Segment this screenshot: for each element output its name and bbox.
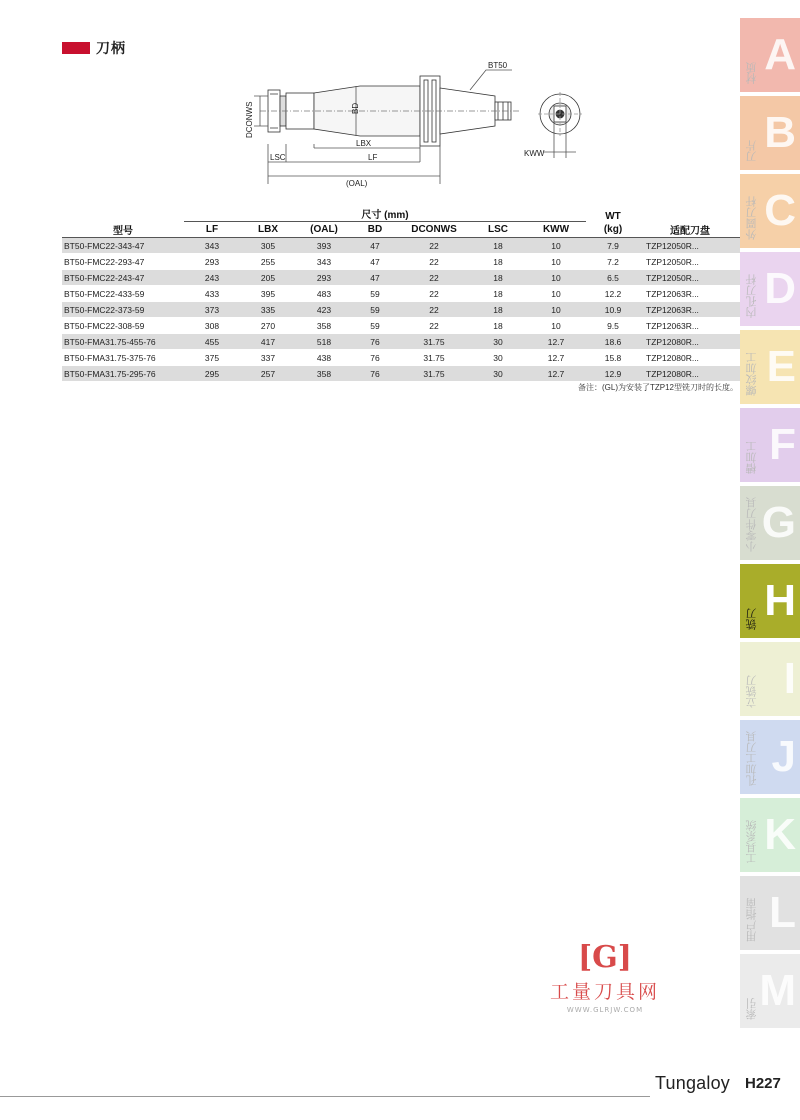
section-header [62, 38, 126, 58]
chapter-tabs [740, 18, 800, 1032]
cell-lsc: 30 [470, 366, 526, 382]
cell-dconws: 31.75 [398, 366, 470, 382]
brand-name: Tungaloy [655, 1073, 730, 1093]
cell-bd: 47 [352, 270, 398, 286]
tab-label: 索引 [745, 998, 758, 1020]
tab-letter: F [769, 420, 796, 469]
watermark-url: WWW.GLRJW.COM [566, 1006, 644, 1014]
watermark-logo: [G] [577, 940, 632, 975]
cell-model: BT50-FMC22-343-47 [62, 238, 184, 254]
cell-oal: 393 [296, 238, 352, 254]
tab-label: 小零件刀具 [745, 497, 758, 552]
cell-wt: 10.9 [586, 302, 640, 318]
cell-kww: 10 [551, 320, 561, 331]
cell-plate: TZP12080R... [640, 366, 740, 382]
table-row [62, 270, 740, 286]
tab-i[interactable] [740, 642, 800, 716]
cell-oal: 358 [296, 366, 352, 382]
wt-header: WT [605, 210, 621, 222]
cell-lsc: 18 [470, 238, 526, 254]
cell-lf: 293 [204, 256, 220, 267]
table-row [62, 238, 740, 254]
cell-model: BT50-FMC22-293-47 [64, 256, 145, 267]
cell-wt: 6.5 [586, 270, 640, 286]
wt-unit: (kg) [603, 223, 623, 235]
table-row [62, 318, 740, 334]
cell-kww: 10 [551, 256, 561, 267]
cell-wt: 15.8 [604, 352, 622, 363]
cell-kww: 12.7 [526, 366, 586, 382]
cell-kww: 12.7 [526, 334, 586, 350]
cell-model: BT50-FMA31.75-375-76 [64, 352, 156, 363]
dims-header: 尺寸 (mm) [184, 206, 586, 222]
cell-plate: TZP12063R... [646, 288, 699, 299]
tab-label: 铣刀 [745, 608, 758, 630]
tab-b[interactable] [740, 96, 800, 170]
table-row [62, 366, 740, 382]
cell-lbx: 205 [240, 270, 296, 286]
cell-oal: 423 [296, 302, 352, 318]
cell-bd: 76 [370, 352, 380, 363]
cell-lsc: 30 [470, 334, 526, 350]
cell-lsc: 18 [493, 256, 503, 267]
col-oal: (OAL) [310, 224, 338, 235]
label-bd: BD [351, 102, 360, 114]
tab-letter: E [766, 342, 796, 391]
cell-plate: TZP12050R... [646, 256, 699, 267]
cell-lf: 373 [184, 302, 240, 318]
tab-letter: D [764, 264, 796, 313]
cell-dconws: 31.75 [423, 352, 445, 363]
label-dconws: DCONWS [245, 101, 254, 138]
cell-bd: 59 [370, 320, 380, 331]
cell-lsc: 18 [470, 302, 526, 318]
watermark-text: 工量刀具网 [549, 981, 660, 1003]
tab-m[interactable] [740, 954, 800, 1028]
tab-label: 孔加工刀具 [745, 731, 758, 786]
tab-label: 立铣刀 [745, 675, 758, 708]
table-row [62, 302, 740, 318]
tool-holder-drawing [240, 62, 600, 197]
footer-rule [0, 1096, 650, 1097]
tab-h[interactable] [740, 564, 800, 638]
cell-lf: 375 [204, 352, 220, 363]
cell-lsc: 30 [493, 352, 503, 363]
cell-wt: 12.9 [586, 366, 640, 382]
cell-kww: 10 [526, 238, 586, 254]
cell-model: BT50-FMA31.75-295-76 [62, 366, 184, 382]
tab-label: 工具系统 [745, 820, 758, 864]
tab-c[interactable] [740, 174, 800, 248]
label-lf: LF [368, 153, 378, 162]
cell-model: BT50-FMC22-243-47 [62, 270, 184, 286]
cell-bd: 47 [352, 238, 398, 254]
cell-wt: 7.2 [607, 256, 619, 267]
watermark [540, 940, 670, 1014]
table-note: 备注：(GL)为安装了TZP12型铣刀时的长度。 [577, 383, 738, 392]
tab-letter: L [769, 888, 796, 937]
label-kww: KWW [524, 149, 545, 158]
table-row [62, 286, 740, 302]
cell-oal: 438 [316, 352, 332, 363]
tab-label: 材质 [745, 62, 758, 84]
cell-dconws: 22 [429, 256, 439, 267]
tab-letter: G [761, 498, 796, 547]
cell-dconws: 22 [398, 302, 470, 318]
tab-letter: A [764, 30, 796, 79]
cell-lf: 295 [184, 366, 240, 382]
col-lsc: LSC [488, 224, 508, 235]
col-bd: BD [367, 224, 383, 235]
cell-oal: 358 [316, 320, 332, 331]
tab-letter: I [783, 654, 796, 703]
cell-lbx: 255 [260, 256, 276, 267]
cell-model: BT50-FMC22-308-59 [64, 320, 145, 331]
cell-dconws: 22 [429, 288, 439, 299]
tab-letter: K [764, 810, 796, 859]
label-lsc: LSC [270, 153, 286, 162]
label-bt50: BT50 [488, 62, 508, 70]
cell-bd: 76 [352, 366, 398, 382]
tab-l[interactable] [740, 876, 800, 950]
table-row [62, 254, 740, 270]
cell-kww: 10 [526, 270, 586, 286]
tab-d[interactable] [740, 252, 800, 326]
tab-g[interactable] [740, 486, 800, 560]
cell-plate: TZP12080R... [646, 352, 699, 363]
cell-dconws: 31.75 [398, 334, 470, 350]
label-lbx: LBX [356, 139, 372, 148]
tab-label: 刀片 [745, 140, 758, 162]
cell-bd: 47 [370, 256, 380, 267]
tab-a[interactable] [740, 18, 800, 92]
cell-plate: TZP12050R... [640, 270, 740, 286]
cell-dconws: 22 [429, 320, 439, 331]
cell-lsc: 18 [470, 270, 526, 286]
tab-label: 外圆刀杆 [745, 196, 758, 240]
cell-oal: 483 [316, 288, 332, 299]
cell-dconws: 22 [398, 238, 470, 254]
cell-kww: 12.7 [547, 352, 565, 363]
col-dconws: DCONWS [411, 224, 457, 235]
cell-model: BT50-FMA31.75-455-76 [62, 334, 184, 350]
table-row [62, 334, 740, 350]
section-marker [62, 42, 90, 54]
cell-oal: 343 [316, 256, 332, 267]
cell-wt: 7.9 [586, 238, 640, 254]
page-number: H227 [745, 1075, 781, 1092]
cell-bd: 59 [370, 288, 380, 299]
cell-lbx: 305 [240, 238, 296, 254]
cell-lbx: 337 [260, 352, 276, 363]
cell-lbx: 257 [240, 366, 296, 382]
tab-f[interactable] [740, 408, 800, 482]
cell-model: BT50-FMC22-373-59 [62, 302, 184, 318]
tab-e[interactable] [740, 330, 800, 404]
cell-wt: 9.5 [607, 320, 619, 331]
cell-bd: 59 [352, 302, 398, 318]
cell-lf: 433 [204, 288, 220, 299]
cell-lbx: 335 [240, 302, 296, 318]
model-header: 型号 [113, 226, 133, 237]
tab-letter: C [764, 186, 796, 235]
tab-label: 用户指南 [745, 898, 758, 942]
tab-label: 内孔刀杆 [745, 274, 758, 318]
cell-dconws: 22 [398, 270, 470, 286]
col-kww: KWW [542, 224, 570, 235]
cell-lbx: 270 [260, 320, 276, 331]
cell-plate: TZP12063R... [646, 320, 699, 331]
table-row [62, 350, 740, 366]
cell-oal: 518 [296, 334, 352, 350]
tab-j[interactable] [740, 720, 800, 794]
col-lbx: LBX [258, 224, 278, 235]
tab-letter: J [771, 732, 796, 781]
cell-lf: 308 [204, 320, 220, 331]
cell-model: BT50-FMC22-433-59 [64, 288, 145, 299]
tab-k[interactable] [740, 798, 800, 872]
cell-wt: 12.2 [604, 288, 622, 299]
cell-kww: 10 [551, 288, 561, 299]
cell-lsc: 18 [493, 320, 503, 331]
cell-oal: 293 [296, 270, 352, 286]
cell-plate: TZP12063R... [640, 302, 740, 318]
section-title: 刀柄 [96, 41, 126, 57]
cell-lf: 243 [184, 270, 240, 286]
label-oal: (OAL) [346, 179, 368, 188]
cell-lbx: 395 [260, 288, 276, 299]
cell-plate: TZP12080R... [640, 334, 740, 350]
cell-lsc: 18 [493, 288, 503, 299]
tab-label: 螺纹加工 [745, 352, 758, 396]
cell-lf: 343 [184, 238, 240, 254]
cell-wt: 18.6 [586, 334, 640, 350]
cell-bd: 76 [352, 334, 398, 350]
cell-plate: TZP12050R... [640, 238, 740, 254]
tab-letter: B [764, 108, 796, 157]
cell-lbx: 417 [240, 334, 296, 350]
tab-label: 槽加工 [745, 441, 758, 474]
tab-letter: H [764, 576, 796, 625]
plate-header: 适配刀盘 [670, 226, 710, 237]
tab-letter: M [759, 966, 796, 1015]
spec-table [62, 206, 740, 382]
col-lf: LF [205, 224, 219, 235]
cell-lf: 455 [184, 334, 240, 350]
cell-kww: 10 [526, 302, 586, 318]
